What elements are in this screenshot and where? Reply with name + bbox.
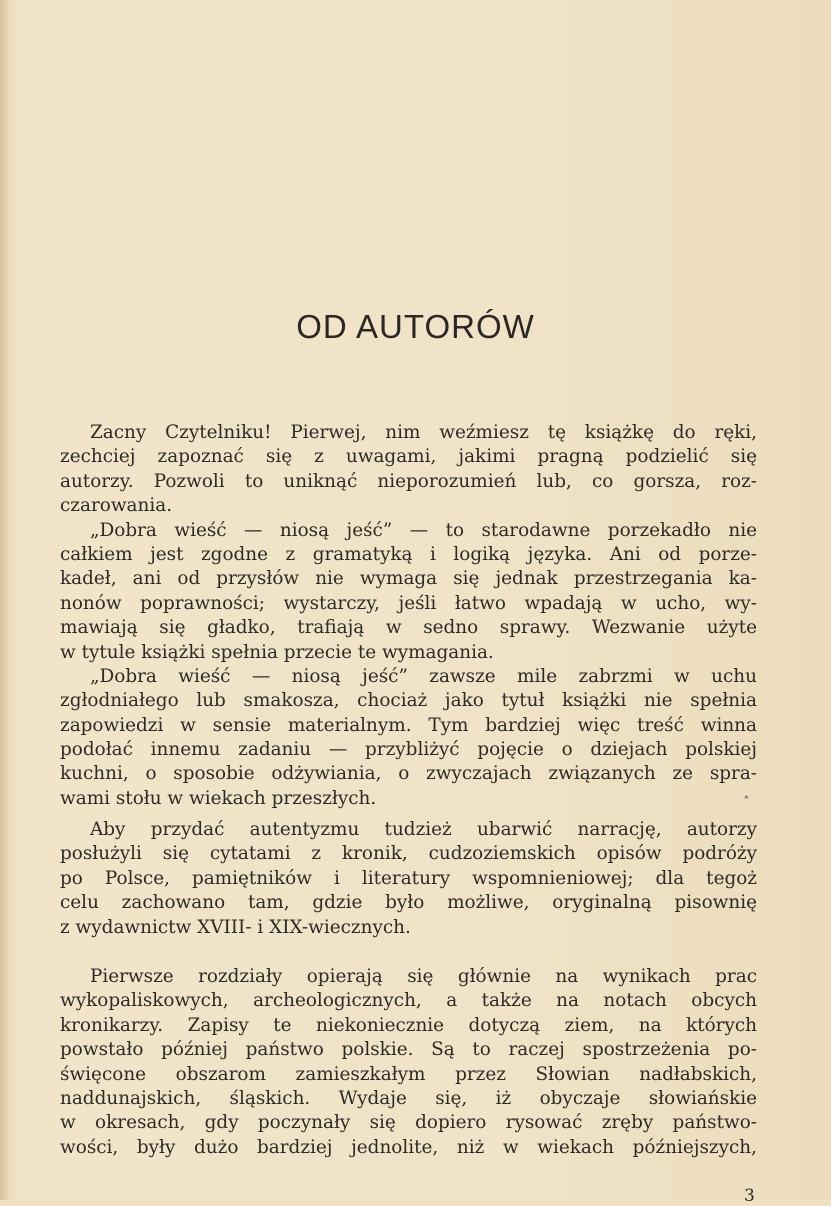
print-speck-mark: ᵜ [744,794,749,805]
text-line: kuchni, o sposobie odżywiania, o zwyczajach związanych ze spra- [60,763,757,785]
text-line: wami stołu w wiekach przeszłych. [60,787,377,809]
text-line: wykopaliskowych, archeologicznych, a także na notach obcych [60,990,757,1012]
text-line: autorzy. Pozwoli to uniknąć nieporozumień lub, co gorsza, roz- [60,470,757,492]
paragraph-block-3 [60,965,757,1160]
text-line: powstało później państwo polskie. Są to raczej spostrzeżenia po- [60,1039,757,1061]
text-line: zapowiedzi w sensie materialnym. Tym bardziej więc treść winna [60,714,757,736]
text-line: po Polsce, pamiętników i literatury wspomnieniowej; dla tegoż [60,867,757,889]
text-line: Pierwsze rozdziały opierają się głównie na wynikach prac [90,966,757,987]
text-line: zechciej zapoznać się z uwagami, jakimi pragną podzielić się [60,446,757,468]
text-line: czarowania. [60,495,173,517]
text-line: z wydawnictw XVIII- i XIX-wiecznych. [60,916,411,938]
text-line: całkiem jest zgodne z gramatyką i logiką języka. Ani od porze- [60,543,757,565]
text-line: święcone obszarom zamieszkałym przez Słowian nadłabskich, [60,1063,757,1085]
text-line: „Dobra wieść — niosą jeść” zawsze mile zabrzmi w uchu [90,665,757,687]
text-line: w tytule książki spełnia przecie te wymagania. [60,641,494,663]
paragraph-block-1 [60,421,757,811]
text-line: Aby przydać autentyzmu tudzież ubarwić narrację, autorzy [90,819,757,840]
text-line: w okresach, gdy poczynały się dopiero rysować zręby państwo- [60,1112,757,1134]
text-line: kadeł, ani od przysłów nie wymaga się jednak przestrzegania ka- [60,568,757,590]
text-line: mawiają się gładko, trafiają w sedno sprawy. Wezwanie użyte [60,617,757,639]
text-line: Zacny Czytelniku! Pierwej, nim weźmiesz tę książkę do ręki, [90,422,757,443]
text-line: celu zachowano tam, gdzie było możliwe, oryginalną pisownię [60,892,757,914]
page-title: OD AUTORÓW [296,308,535,345]
text-line: „Dobra wieść — niosą jeść” — to starodawne porzekadło nie [90,519,757,541]
text-line: posłużyli się cytatami z kronik, cudzoziemskich opisów podróży [60,843,757,865]
text-line: naddunajskich, śląskich. Wydaje się, iż obyczaje słowiańskie [60,1087,757,1109]
text-line: kronikarzy. Zapisy te niekoniecznie dotyczą ziem, na których [60,1014,757,1036]
paragraph-block-2 [60,818,757,940]
text-line: podołać innemu zadaniu — przybliżyć pojęcie o dziejach polskiej [60,739,757,761]
text-line: nonów poprawności; wystarczy, jeśli łatwo wpadają w ucho, wy- [60,592,757,614]
page-spine-edge [0,0,10,1200]
text-line: zgłodniałego lub smakosza, chociaż jako tytuł książki nie spełnia [60,690,757,712]
text-line: wości, były dużo bardziej jednolite, niż w wiekach późniejszych, [60,1136,757,1158]
page-number: 3 [744,1186,755,1206]
